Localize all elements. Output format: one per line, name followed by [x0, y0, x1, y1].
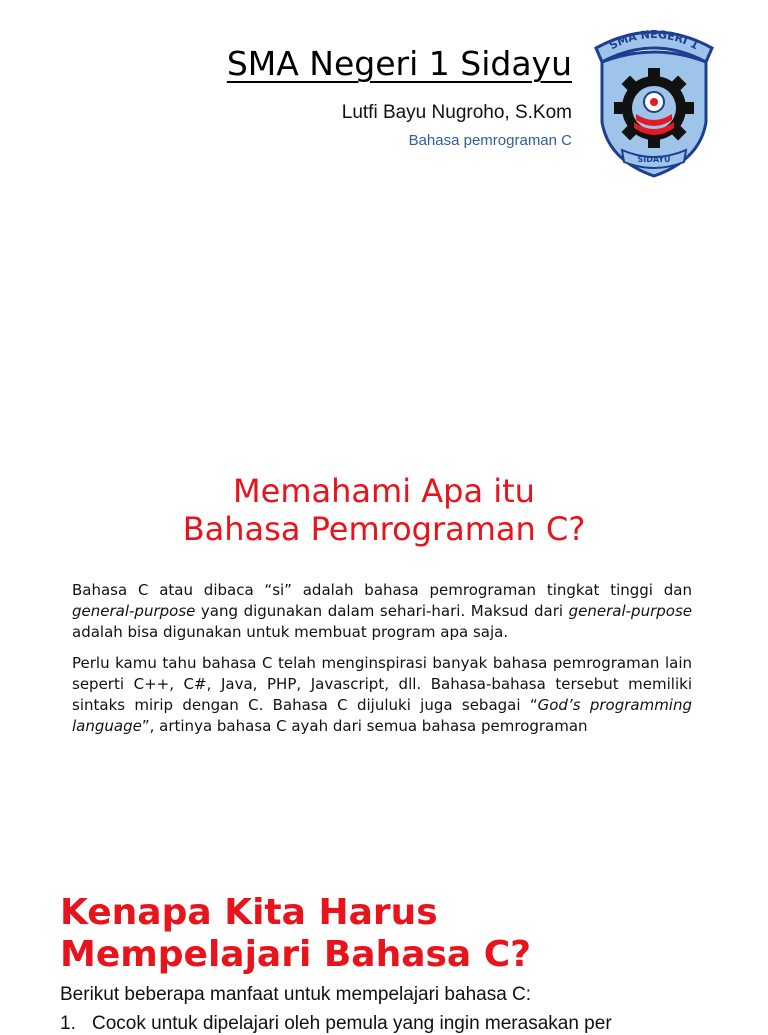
school-logo: [592, 22, 716, 178]
logo-bottom-text: SIDAYU: [637, 155, 671, 164]
subject-label: Bahasa pemrograman C: [408, 132, 572, 149]
body-text: [72, 580, 692, 747]
section2-heading-line1: Kenapa Kita Harus: [60, 892, 438, 933]
section-title-line1: Memahami Apa itu: [233, 472, 535, 510]
list-item: [60, 1013, 612, 1035]
paragraph-1: Bahasa C atau dibaca “si” adalah bahasa pemrograman tingkat tinggi dan general-purpose yang digunakan dalam sehari-hari. Maksud dari general-purpose adalah bisa digunakan untuk membuat program apa saja.: [72, 581, 692, 641]
section2-heading-line2: Mempelajari Bahasa C?: [60, 934, 532, 975]
section2-heading: [60, 892, 531, 976]
section2-intro: Berikut beberapa manfaat untuk mempelajari bahasa C:: [60, 984, 532, 1005]
list-item-number: 1.: [60, 1013, 76, 1034]
paragraph-2: Perlu kamu tahu bahasa C telah menginspirasi banyak bahasa pemrograman lain seperti C++, C#, Java, PHP, Javascript, dll. Bahasa-bahasa tersebut memiliki sintaks mirip dengan C. Bahasa C dijuluki juga sebagai “God’s programming language”, artinya bahasa C ayah dari semua bahasa pemrograman: [72, 654, 692, 735]
section-title-line2: Bahasa Pemrograman C?: [182, 510, 586, 548]
list-item-text: Cocok untuk dipelajari oleh pemula yang ingin merasakan per: [92, 1013, 612, 1034]
section-title: [0, 472, 768, 548]
header-title: SMA Negeri 1 Sidayu: [226, 44, 572, 83]
author-name: Lutfi Bayu Nugroho, S.Kom: [341, 102, 572, 123]
logo-top-text: SMA NEGERI 1: [607, 27, 701, 53]
